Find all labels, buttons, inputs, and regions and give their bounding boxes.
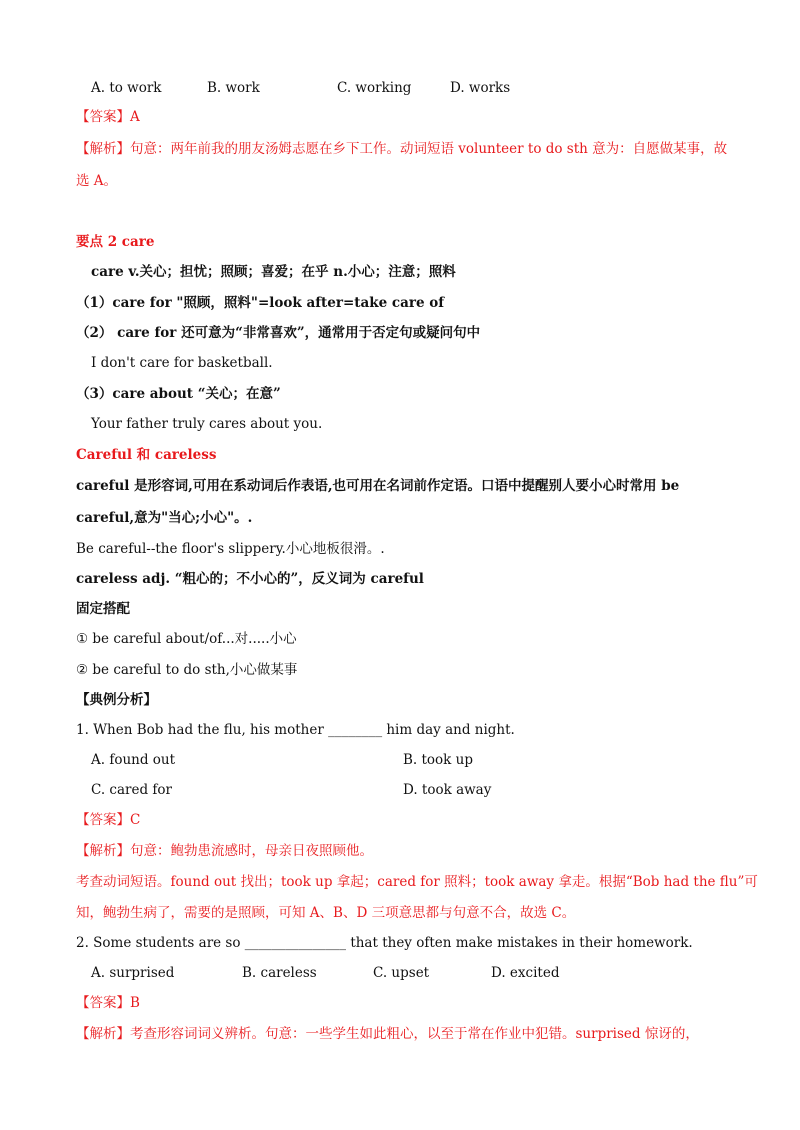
q1-analysis-line2: 考查动词短语。found out 找出；took up 拿起；cared for 照料；took away 拿走。根据“Bob had the flu”可 xyxy=(76,874,758,890)
fixed-collocations-heading: 固定搭配 xyxy=(76,601,130,617)
q0-analysis-line2: 选 A。 xyxy=(76,173,118,189)
collocation-2: ② be careful to do sth,小心做某事 xyxy=(76,662,298,678)
q2-analysis-line1: 【解析】考查形容词词义辨析。句意：一些学生如此粗心，以至于常在作业中犯错。surprised 惊讶的， xyxy=(76,1026,699,1042)
q1-option-c: C. cared for xyxy=(91,782,172,798)
q0-answer: 【答案】A xyxy=(76,109,140,125)
point2-definition: care v.关心；担忧；照顾；喜爱；在乎 n.小心；注意；照料 xyxy=(91,264,456,280)
q1-option-d: D. took away xyxy=(403,782,492,798)
q0-analysis-line1: 【解析】句意：两年前我的朋友汤姆志愿在乡下工作。动词短语 volunteer to do sth 意为：自愿做某事，故 xyxy=(76,141,728,157)
q0-option-d: D. works xyxy=(450,80,511,96)
point2-example2: I don't care for basketball. xyxy=(91,355,273,371)
q2-option-b: B. careless xyxy=(242,965,317,981)
q2-option-c: C. upset xyxy=(373,965,430,981)
careful-heading: Careful 和 careless xyxy=(76,447,217,463)
q2-stem: 2. Some students are so _______________ that they often make mistakes in their homework. xyxy=(76,935,693,951)
point2-item3: （3）care about “关心；在意” xyxy=(76,386,281,402)
point2-item1: （1）care for "照顾，照料"=look after=take care of xyxy=(76,295,445,311)
q1-analysis-line3: 知，鲍勃生病了，需要的是照顾，可知 A、B、D 三项意思都与句意不合，故选 C。 xyxy=(76,905,576,921)
q1-option-b: B. took up xyxy=(403,752,473,768)
point2-heading: 要点 2 care xyxy=(76,234,155,250)
examples-heading: 【典例分析】 xyxy=(76,692,157,708)
careful-example: Be careful--the floor's slippery.小心地板很滑。. xyxy=(76,541,385,557)
q0-option-c: C. working xyxy=(337,80,412,96)
careful-paragraph-line1: careful 是形容词,可用在系动词后作表语,也可用在名词前作定语。口语中提醒别人要小心时常用 be xyxy=(76,478,680,494)
q1-answer: 【答案】C xyxy=(76,812,141,828)
q2-option-d: D. excited xyxy=(491,965,560,981)
point2-item2: （2） care for 还可意为“非常喜欢”，通常用于否定句或疑问句中 xyxy=(76,325,481,341)
q0-option-b: B. work xyxy=(207,80,260,96)
q2-option-a: A. surprised xyxy=(91,965,175,981)
collocation-1: ① be careful about/of...对.....小心 xyxy=(76,631,297,647)
q2-answer: 【答案】B xyxy=(76,995,140,1011)
q1-option-a: A. found out xyxy=(91,752,176,768)
q1-stem: 1. When Bob had the flu, his mother ________ him day and night. xyxy=(76,722,515,738)
careless-definition: careless adj. “粗心的；不小心的”，反义词为 careful xyxy=(76,571,424,587)
point2-example3: Your father truly cares about you. xyxy=(91,416,323,432)
q0-option-a: A. to work xyxy=(91,80,162,96)
q1-analysis-line1: 【解析】句意：鲍勃患流感时，母亲日夜照顾他。 xyxy=(76,843,373,859)
careful-paragraph-line2: careful,意为"当心;小心"。. xyxy=(76,510,253,526)
